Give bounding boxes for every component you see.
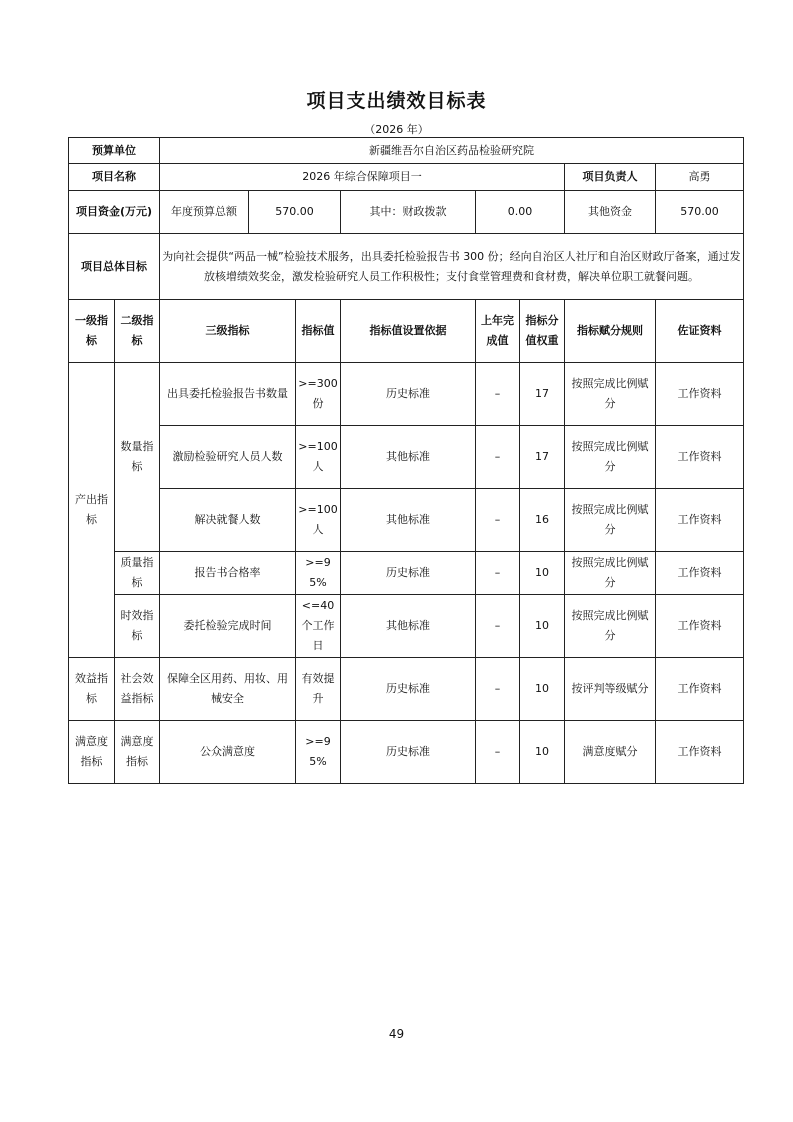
group-social-benefit: 社会效益指标 (115, 658, 160, 721)
col-basis: 指标值设置依据 (341, 300, 476, 363)
evidence-cell: 工作资料 (656, 426, 744, 489)
weight-cell: 10 (520, 658, 565, 721)
overall-goal-text: 为向社会提供“两品一械”检验技术服务，出具委托检验报告书 300 份；经向自治区人社厅和自治区财政厅备案，通过发放核增绩效奖金，激发检验研究人员工作积极性；支付食堂管理费和食材费，解决单位职工就餐问题。 (160, 234, 744, 300)
last-year-cell: – (476, 426, 520, 489)
rule-cell: 按照完成比例赋分 (565, 363, 656, 426)
value-cell: >=95% (296, 552, 341, 595)
basis-cell: 历史标准 (341, 363, 476, 426)
evidence-cell: 工作资料 (656, 552, 744, 595)
indicator-cell: 保障全区用药、用妆、用械安全 (160, 658, 296, 721)
value-cell: >=100人 (296, 426, 341, 489)
overall-goal-row (69, 234, 744, 300)
weight-cell: 10 (520, 721, 565, 784)
group-quantity: 数量指标 (115, 363, 160, 552)
rule-cell: 满意度赋分 (565, 721, 656, 784)
value-cell: 有效提升 (296, 658, 341, 721)
budget-unit-value: 新疆维吾尔自治区药品检验研究院 (160, 138, 744, 164)
rule-cell: 按照完成比例赋分 (565, 489, 656, 552)
project-name-row (69, 164, 744, 191)
performance-table (68, 137, 744, 784)
col-level3: 三级指标 (160, 300, 296, 363)
indicator-cell: 公众满意度 (160, 721, 296, 784)
weight-cell: 10 (520, 595, 565, 658)
evidence-cell: 工作资料 (656, 595, 744, 658)
annual-total-value: 570.00 (249, 191, 341, 234)
weight-cell: 10 (520, 552, 565, 595)
evidence-cell: 工作资料 (656, 489, 744, 552)
table-row (69, 595, 744, 658)
basis-cell: 历史标准 (341, 658, 476, 721)
indicator-cell: 委托检验完成时间 (160, 595, 296, 658)
col-level2: 二级指标 (115, 300, 160, 363)
fiscal-value: 0.00 (476, 191, 565, 234)
weight-cell: 16 (520, 489, 565, 552)
group-quality: 质量指标 (115, 552, 160, 595)
basis-cell: 历史标准 (341, 552, 476, 595)
last-year-cell: – (476, 363, 520, 426)
rule-cell: 按照完成比例赋分 (565, 595, 656, 658)
table-row (69, 658, 744, 721)
weight-cell: 17 (520, 426, 565, 489)
col-weight: 指标分值权重 (520, 300, 565, 363)
table-row (69, 721, 744, 784)
project-leader-label: 项目负责人 (565, 164, 656, 191)
last-year-cell: – (476, 489, 520, 552)
group-output: 产出指标 (69, 363, 115, 658)
col-level1: 一级指标 (69, 300, 115, 363)
table-row (69, 489, 744, 552)
budget-unit-label: 预算单位 (69, 138, 160, 164)
page-number: 49 (388, 1027, 405, 1041)
other-funds-value: 570.00 (656, 191, 744, 234)
project-name-label: 项目名称 (69, 164, 160, 191)
group-satisfaction-sub: 满意度指标 (115, 721, 160, 784)
rule-cell: 按照完成比例赋分 (565, 426, 656, 489)
fiscal-label: 其中：财政拨款 (341, 191, 476, 234)
evidence-cell: 工作资料 (656, 721, 744, 784)
indicator-cell: 解决就餐人数 (160, 489, 296, 552)
year-label: （2026 年） (364, 123, 429, 136)
value-cell: <=40个工作日 (296, 595, 341, 658)
col-evidence: 佐证资料 (656, 300, 744, 363)
basis-cell: 其他标准 (341, 595, 476, 658)
project-leader-value: 高勇 (656, 164, 744, 191)
table-row (69, 426, 744, 489)
rule-cell: 按评判等级赋分 (565, 658, 656, 721)
group-benefit: 效益指标 (69, 658, 115, 721)
table-row (69, 552, 744, 595)
weight-cell: 17 (520, 363, 565, 426)
project-name-value: 2026 年综合保障项目一 (160, 164, 565, 191)
indicator-cell: 报告书合格率 (160, 552, 296, 595)
column-header-row (69, 300, 744, 363)
funds-row (69, 191, 744, 234)
group-satisfaction: 满意度指标 (69, 721, 115, 784)
other-funds-label: 其他资金 (565, 191, 656, 234)
page-title: 项目支出绩效目标表 (306, 90, 487, 112)
funds-label: 项目资金(万元) (69, 191, 160, 234)
last-year-cell: – (476, 552, 520, 595)
basis-cell: 其他标准 (341, 489, 476, 552)
basis-cell: 其他标准 (341, 426, 476, 489)
indicator-cell: 出具委托检验报告书数量 (160, 363, 296, 426)
rule-cell: 按照完成比例赋分 (565, 552, 656, 595)
annual-total-label: 年度预算总额 (160, 191, 249, 234)
table-row (69, 363, 744, 426)
indicator-cell: 激励检验研究人员人数 (160, 426, 296, 489)
last-year-cell: – (476, 721, 520, 784)
budget-unit-row (69, 138, 744, 164)
basis-cell: 历史标准 (341, 721, 476, 784)
last-year-cell: – (476, 658, 520, 721)
overall-goal-label: 项目总体目标 (69, 234, 160, 300)
last-year-cell: – (476, 595, 520, 658)
group-timeliness: 时效指标 (115, 595, 160, 658)
col-last-year: 上年完成值 (476, 300, 520, 363)
value-cell: >=300份 (296, 363, 341, 426)
col-rule: 指标赋分规则 (565, 300, 656, 363)
value-cell: >=100人 (296, 489, 341, 552)
col-value: 指标值 (296, 300, 341, 363)
evidence-cell: 工作资料 (656, 658, 744, 721)
evidence-cell: 工作资料 (656, 363, 744, 426)
value-cell: >=95% (296, 721, 341, 784)
